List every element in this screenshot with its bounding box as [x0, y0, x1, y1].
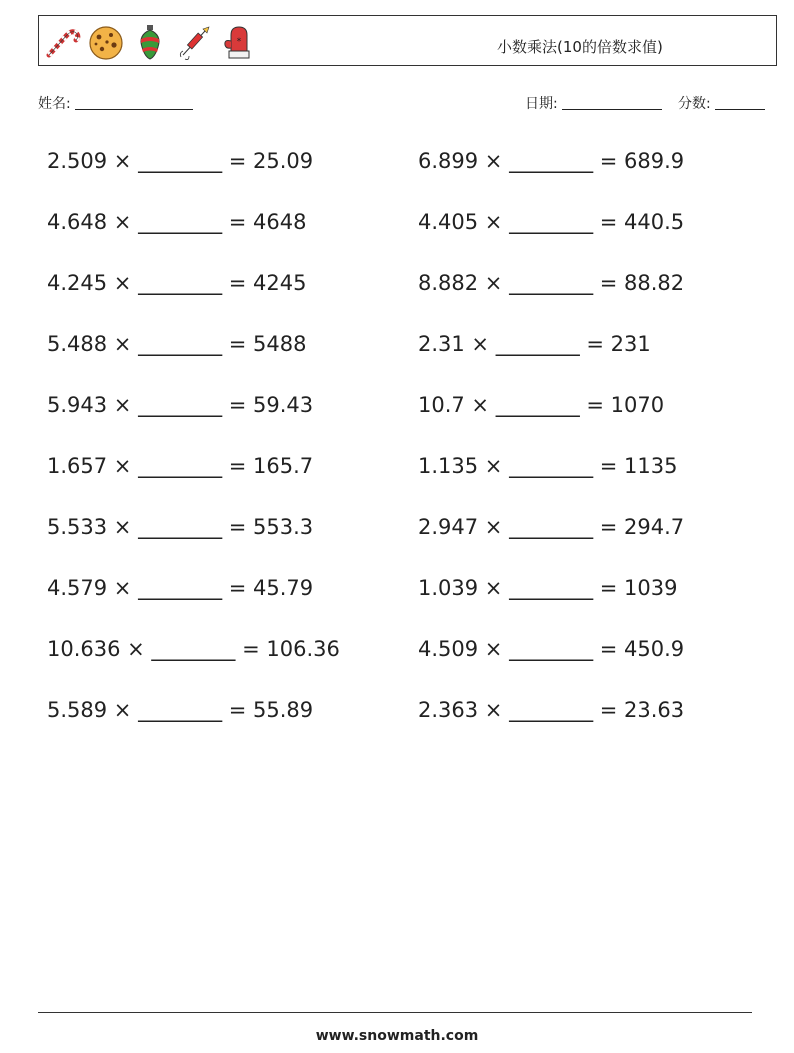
problem-right-2[interactable]: 4.405 × ________ = 440.5	[418, 210, 685, 234]
ornament-icon	[131, 23, 169, 61]
cookie-icon	[87, 23, 125, 61]
problem-right-9[interactable]: 4.509 × ________ = 450.9	[418, 637, 685, 661]
mitten-icon	[219, 23, 257, 61]
worksheet-title: 小数乘法(10的倍数求值)	[497, 38, 663, 56]
date-field	[525, 93, 662, 113]
problem-right-7[interactable]: 2.947 × ________ = 294.7	[418, 515, 685, 539]
problem-left-9[interactable]: 10.636 × ________ = 106.36	[47, 637, 340, 661]
problem-left-3[interactable]: 4.245 × ________ = 4245	[47, 271, 307, 295]
score-label: 分数:	[678, 96, 711, 112]
candy-cane-icon	[43, 23, 81, 61]
problem-right-10[interactable]: 2.363 × ________ = 23.63	[418, 698, 685, 722]
score-field	[678, 93, 765, 113]
problem-left-4[interactable]: 5.488 × ________ = 5488	[47, 332, 307, 356]
icon-strip	[43, 23, 257, 61]
name-field	[38, 93, 193, 113]
footer-url: www.snowmath.com	[315, 1028, 479, 1044]
problem-right-8[interactable]: 1.039 × ________ = 1039	[418, 576, 678, 600]
problem-left-10[interactable]: 5.589 × ________ = 55.89	[47, 698, 314, 722]
header-box	[38, 15, 777, 66]
svg-text:*: *	[236, 37, 242, 47]
problem-left-7[interactable]: 5.533 × ________ = 553.3	[47, 515, 314, 539]
footer-divider	[38, 1012, 752, 1013]
score-blank[interactable]	[715, 95, 765, 110]
problem-left-6[interactable]: 1.657 × ________ = 165.7	[47, 454, 314, 478]
problem-left-2[interactable]: 4.648 × ________ = 4648	[47, 210, 307, 234]
problem-left-1[interactable]: 2.509 × ________ = 25.09	[47, 149, 314, 173]
problem-right-6[interactable]: 1.135 × ________ = 1135	[418, 454, 678, 478]
problem-left-5[interactable]: 5.943 × ________ = 59.43	[47, 393, 314, 417]
date-label: 日期:	[525, 96, 558, 112]
problem-left-8[interactable]: 4.579 × ________ = 45.79	[47, 576, 314, 600]
problem-right-5[interactable]: 10.7 × ________ = 1070	[418, 393, 665, 417]
problem-right-1[interactable]: 6.899 × ________ = 689.9	[418, 149, 685, 173]
date-blank[interactable]	[562, 95, 662, 110]
problem-right-4[interactable]: 2.31 × ________ = 231	[418, 332, 651, 356]
firework-rocket-icon	[175, 23, 213, 61]
problem-right-3[interactable]: 8.882 × ________ = 88.82	[418, 271, 685, 295]
name-blank[interactable]	[75, 95, 193, 110]
name-label: 姓名:	[38, 96, 71, 112]
